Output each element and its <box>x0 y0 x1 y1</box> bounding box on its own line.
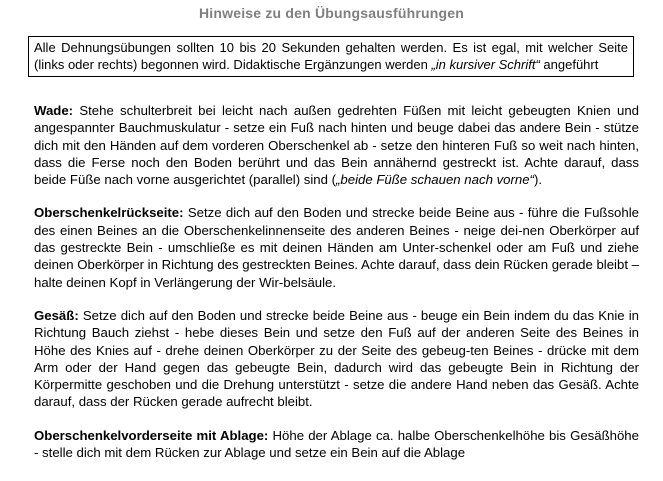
intro-note-box <box>28 36 634 77</box>
exercise-oberschenkelvorderseite <box>34 427 639 462</box>
intro-tail-text: angeführt <box>539 57 599 72</box>
exercise-oberschenkelrueckseite <box>34 204 639 290</box>
exercise-gesaess <box>34 307 639 411</box>
exercise-heading: Wade: <box>34 103 74 118</box>
exercise-heading: Gesäß: <box>34 307 79 323</box>
exercise-body: Setze dich auf den Boden und strecke beide Beine aus - führe die Fußsohle des einen Beines an die Oberschenkelinnenseite des anderen Beines - neige dei-nen Oberkörper auf das gestreckte Bein - umschließe es mit deinen Händen am Unter-schenkel oder am Fuß und ziehe deinen Oberkörper in Richtung des gestreckten Beines. Achte darauf, dass dein Rücken gerade bleibt – halte deinen Kopf in Verlängerung der Wir-belsäule. <box>34 205 639 290</box>
page-title: Hinweise zu den Übungsausführungen <box>198 5 465 21</box>
exercise-wade <box>34 102 639 188</box>
exercise-heading: Oberschenkelrückseite: <box>34 205 184 221</box>
intro-italic-text: „in kursiver Schrift“ <box>431 57 540 72</box>
exercise-heading: Oberschenkelvorderseite mit Ablage: <box>34 427 269 443</box>
exercise-body: Setze dich auf den Boden und strecke beide Beine aus - beuge ein Bein indem du das Knie in Richtung Bauch ziehst - hebe dieses Bein und setze den Fuß auf der anderen Seite des Beines in Höhe des Knies auf - drehe deinen Oberkörper zu der Seite des gebeug-ten Beines - drücke mit dem Arm oder der Hand gegen das gebeugte Bein, dadurch wird das gebeugte Bein in Richtung der Körpermitte geschoben und die Drehung unterstützt - setze die andere Hand neben das Gesäß. Achte darauf, dass der Rücken gerade aufrecht bleibt. <box>34 307 639 410</box>
exercise-tail: ). <box>533 172 543 188</box>
exercise-body: Stehe schulterbreit bei leicht nach außen gedrehten Füßen mit leicht gebeugten Knien und angespannter Bauchmuskulatur - setze ein Fuß nach hinten und beuge dabei das andere Bein - stütze dich mit den Händen auf dem vorderen Oberschenkel ab - setze den hinteren Fuß so weit nach hinten, dass die Ferse noch den Boden berührt und das Bein annähernd gestreckt ist. Achte darauf, dass beide Füße nach vorne ausgerichtet (parallel) sind ( <box>34 103 639 188</box>
exercise-body: Höhe der Ablage ca. halbe Oberschenkelhöhe bis Gesäßhöhe - stelle dich mit dem Rücken zur Ablage und setze ein Bein auf die Ablage <box>34 427 639 461</box>
exercise-italic-note: „beide Füße schauen nach vorne“ <box>336 172 534 188</box>
exercise-list <box>34 102 639 477</box>
intro-text: Alle Dehnungsübungen sollten 10 bis 20 Sekunden gehalten werden. Es ist egal, mit welcher Seite (links oder rechts) begonnen wird. Didaktische Ergänzungen werden <box>34 40 628 72</box>
